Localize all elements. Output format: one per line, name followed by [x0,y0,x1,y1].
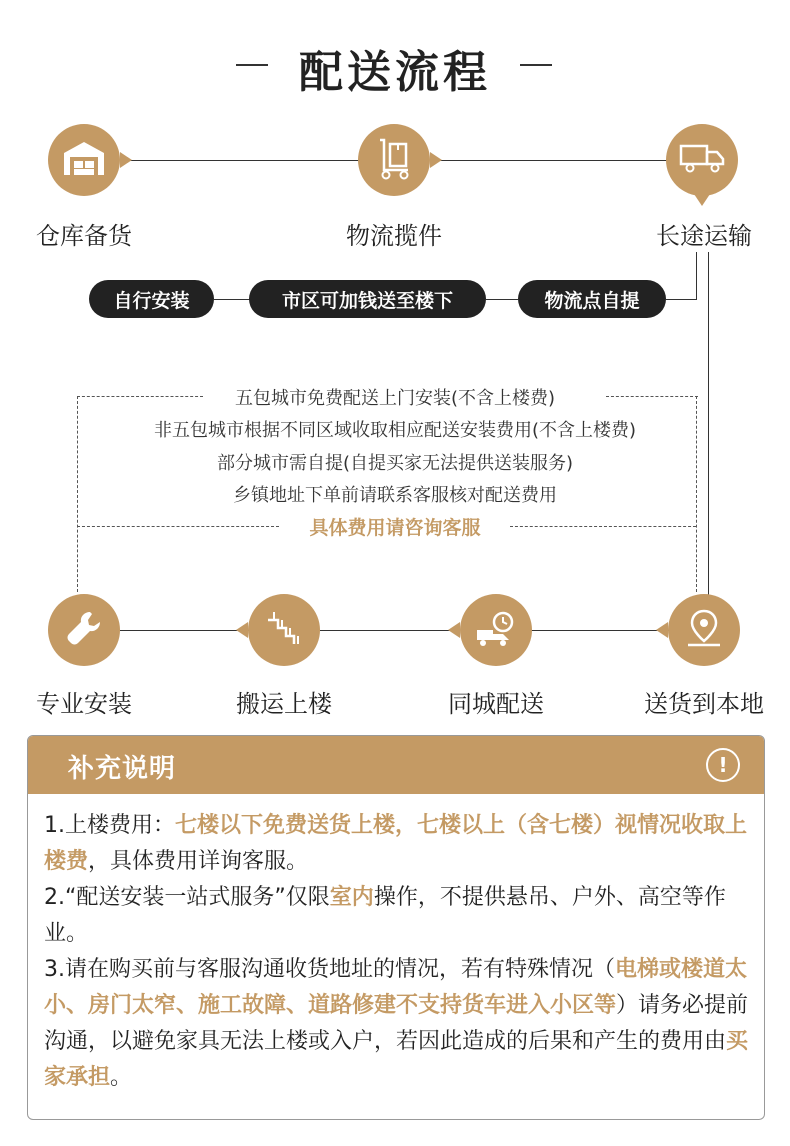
step-label-city-delivery: 同城配送 [448,690,544,718]
arrow-pointer [236,622,248,638]
supplement-item-text: 2.“配送安装一站式服务”仅限 [44,885,330,910]
supplement-highlight: 买家承担 [44,1029,749,1090]
option-deliver-downstairs: 市区可加钱送至楼下 [249,280,486,318]
note-line-2: 非五包城市根据不同区域收取相应配送安装费用(不含上楼费) [153,420,637,441]
warehouse-icon [62,139,106,181]
step-label-transport: 长途运输 [656,222,752,250]
step-label-local-delivery: 送货到本地 [644,690,764,718]
option-self-pickup: 物流点自提 [518,280,666,318]
arrow-pointer [448,622,460,638]
note-line-3: 部分城市需自提(自提买家无法提供送装服务) [216,453,574,474]
supplement-header [28,736,764,794]
title-dash-right [520,64,552,66]
arrow-pointer [120,152,132,168]
connector-line [696,252,697,300]
node-pickup [358,124,430,196]
note-accent: 具体费用请咨询客服 [309,517,481,539]
connector-line [120,160,370,161]
node-warehouse [48,124,120,196]
supplement-item-1 [44,808,750,880]
supplement-item-text: 3.请在购买前与客服沟通收货地址的情况，若有特殊情况（ [44,957,615,982]
arrow-pointer [656,622,668,638]
supplement-item-2 [44,880,750,952]
supplement-highlight: 电梯或楼道太小、房门太窄、施工故障、道路修建不支持货车进入小区等 [44,957,748,1018]
supplement-panel [27,735,765,1120]
note-line-4: 乡镇地址下单前请联系客服核对配送费用 [233,485,557,506]
step-label-pickup: 物流揽件 [346,222,442,250]
node-city-delivery [460,594,532,666]
arrow-pointer [694,194,710,206]
truck-icon [679,142,725,178]
supplement-item-text: ）请务必提前沟通，以避免家具无法上楼或入户，若因此造成的后果和产生的费用由 [44,993,749,1054]
supplement-item-text: ，具体费用详询客服。 [88,849,309,874]
connector-line [666,299,697,300]
note-line-1: 五包城市免费配送上门安装(不含上楼费) [234,388,556,409]
supplement-highlight: 七楼以下免费送货上楼，七楼以上（含七楼）视情况收取上楼费 [44,813,748,874]
supplement-item-3 [44,952,750,1096]
step-label-carry-upstairs: 搬运上楼 [236,690,332,718]
wrench-icon [64,608,104,652]
connector-line [486,299,518,300]
node-install [48,594,120,666]
connector-line [120,630,250,631]
connector-line [214,299,250,300]
supplement-item-text: 1.上楼费用： [44,813,175,838]
delivery-timer-icon [473,608,519,652]
step-label-warehouse: 仓库备货 [36,222,132,250]
option-self-install: 自行安装 [89,280,214,318]
connector-line [530,630,670,631]
supplement-body [44,808,750,1096]
connector-line [320,630,460,631]
hand-truck-icon [374,136,414,184]
supplement-highlight: 室内 [329,885,374,910]
supplement-item-text: 操作，不提供悬吊、户外、高空等作业。 [44,885,726,946]
supplement-item-text: 。 [110,1065,133,1090]
node-local-delivery [668,594,740,666]
arrow-pointer [430,152,442,168]
location-pin-icon [684,607,724,653]
stairs-icon [264,608,304,652]
node-transport [666,124,738,196]
supplement-title: 补充说明 [68,754,177,784]
warning-icon: ! [706,748,740,782]
page-title: 配送流程 [299,47,491,98]
connector-line [430,160,680,161]
step-label-install: 专业安装 [36,690,132,718]
node-carry-upstairs [248,594,320,666]
